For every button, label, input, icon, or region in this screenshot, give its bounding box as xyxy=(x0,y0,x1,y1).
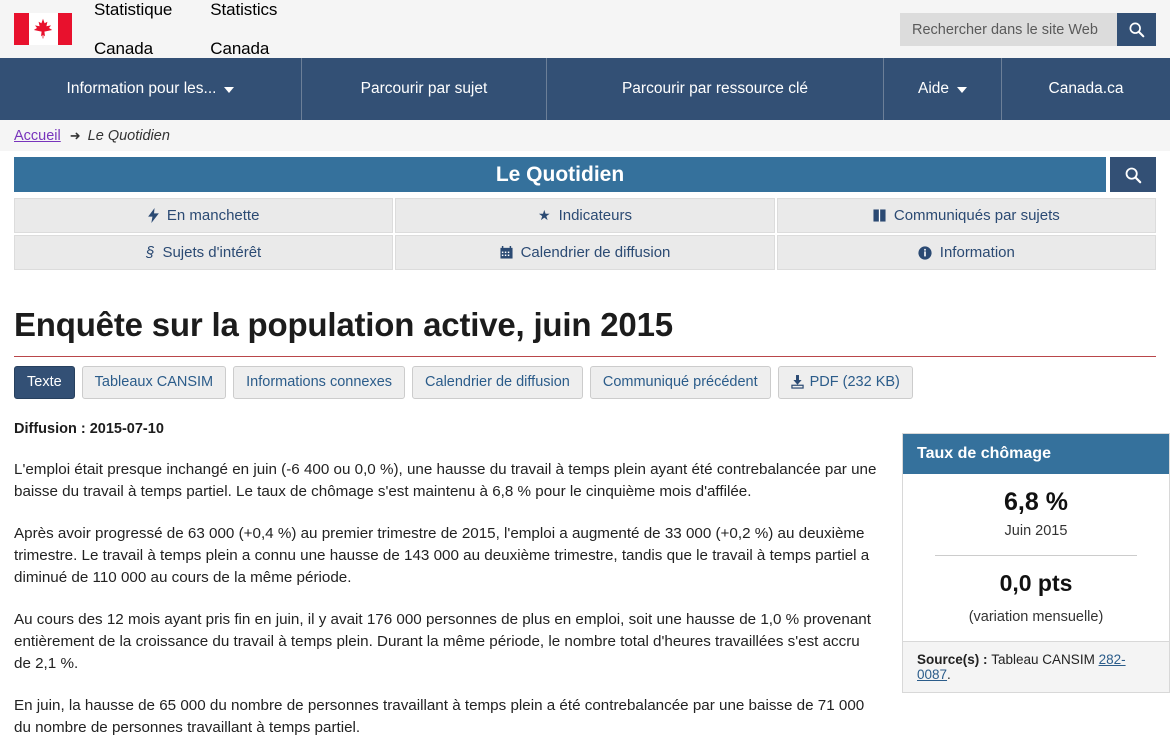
nav-label: Canada.ca xyxy=(1048,80,1124,97)
tile-sujets-dinteret[interactable] xyxy=(14,235,393,270)
tile-label: Information xyxy=(939,244,1015,261)
article-paragraph: Au cours des 12 mois ayant pris fin en juin, il y avait 176 000 personnes de plus en emploi, soit une hausse de 1,0 % provenant entièrement de la croissance du travail à temps plein. Durant la même période, le nombre total d'heures travaillées s'est accru de 2,1 %. xyxy=(14,610,871,673)
nav-item-aide[interactable] xyxy=(884,58,1002,120)
tile-calendrier-de-diffusion[interactable] xyxy=(395,235,774,270)
breadcrumb-link-accueil[interactable]: Accueil xyxy=(14,127,61,144)
flag-left-bar xyxy=(14,13,29,45)
wordmark-en-line1: Statistics xyxy=(210,0,278,19)
tab-label: Tableaux CANSIM xyxy=(94,374,214,390)
tab-label: PDF (232 KB) xyxy=(809,374,900,390)
tile-label: Sujets d'intérêt xyxy=(162,244,262,261)
wordmark-fr-line1: Statistique xyxy=(94,0,173,19)
primary-stat-value: 6,8 % xyxy=(1004,488,1068,516)
article-paragraph: L'emploi était presque inchangé en juin (-6 400 ou 0,0 %), une hausse du travail à temps plein ayant été contrebalancée par une baisse du travail à temps partiel. Le taux de chômage s'est maintenu à 6,8 % pour le cinquième mois d'affilée. xyxy=(14,461,877,501)
book-icon xyxy=(873,209,886,222)
main-navigation xyxy=(0,58,1170,120)
tile-en-manchette[interactable] xyxy=(14,198,393,233)
nav-item-canada-ca[interactable] xyxy=(1002,58,1170,120)
article-tabs xyxy=(14,366,1156,399)
search-icon xyxy=(1128,21,1145,38)
secondary-stat-caption: (variation mensuelle) xyxy=(968,609,1104,625)
lightning-bolt-icon xyxy=(148,208,159,223)
quotidien-search-button[interactable] xyxy=(1110,157,1156,192)
breadcrumb xyxy=(0,120,1170,151)
wordmark-en xyxy=(210,0,277,58)
article-content xyxy=(14,421,1156,735)
breadcrumb-current: Le Quotidien xyxy=(87,127,170,144)
tab-pdf-download[interactable] xyxy=(778,366,913,399)
search-input[interactable] xyxy=(900,13,1117,46)
tab-informations-connexes[interactable] xyxy=(233,366,405,399)
nav-item-parcourir-par-sujet[interactable] xyxy=(302,58,547,120)
chevron-down-icon xyxy=(224,87,234,93)
quotidien-title: Le Quotidien xyxy=(14,157,1106,192)
article-paragraph: En juin, la hausse de 65 000 du nombre de personnes travaillant à temps plein a été contrebalancée par une baisse de 71 000 du nombre de personnes travaillant à temps partiel. xyxy=(14,696,865,735)
maple-leaf-icon xyxy=(33,18,53,40)
tab-label: Communiqué précédent xyxy=(602,374,758,390)
source-link-cansim[interactable]: 282-0087 xyxy=(917,652,1126,682)
nav-label: Parcourir par sujet xyxy=(360,80,488,97)
quotidien-tile-nav xyxy=(14,198,1156,270)
search-icon xyxy=(1124,166,1142,184)
tab-tableaux-cansim[interactable] xyxy=(82,366,226,399)
star-icon: ★ xyxy=(538,207,551,223)
site-search[interactable] xyxy=(900,13,1156,46)
nav-label: Information pour les... xyxy=(66,80,217,97)
breadcrumb-arrow-icon: ➜ xyxy=(69,127,81,143)
info-circle-icon xyxy=(918,246,932,260)
panel-divider xyxy=(935,555,1137,556)
download-icon xyxy=(791,375,804,389)
unemployment-rate-panel xyxy=(902,433,1170,693)
release-date: Diffusion : 2015-07-10 xyxy=(14,421,164,437)
source-text: Tableau CANSIM xyxy=(991,652,1099,667)
wordmark xyxy=(94,0,277,58)
tile-label: En manchette xyxy=(166,207,260,224)
quotidien-banner xyxy=(14,157,1156,192)
chevron-down-icon xyxy=(957,87,967,93)
tile-communiques-par-sujets[interactable] xyxy=(777,198,1156,233)
article-side-column xyxy=(902,421,1170,735)
tab-calendrier-de-diffusion[interactable] xyxy=(412,366,583,399)
tile-label: Indicateurs xyxy=(558,207,632,224)
tab-label: Calendrier de diffusion xyxy=(425,374,570,390)
tile-label: Communiqués par sujets xyxy=(893,207,1060,224)
tile-information[interactable] xyxy=(777,235,1156,270)
flag-center xyxy=(29,13,58,45)
tab-texte[interactable] xyxy=(14,366,75,399)
search-button[interactable] xyxy=(1117,13,1156,46)
page-title: Enquête sur la population active, juin 2015 xyxy=(14,306,673,343)
tile-label: Calendrier de diffusion xyxy=(520,244,671,261)
paperclip-icon: § xyxy=(146,244,155,261)
nav-item-information-pour-les[interactable] xyxy=(0,58,302,120)
nav-label: Aide xyxy=(917,80,950,97)
wordmark-fr xyxy=(94,0,172,58)
brand-bar xyxy=(0,0,1170,58)
wordmark-en-line2: Canada xyxy=(210,38,270,58)
flag-right-bar xyxy=(58,13,73,45)
tab-label: Informations connexes xyxy=(246,374,393,390)
panel-body xyxy=(903,474,1169,641)
canada-flag-icon xyxy=(14,13,72,45)
wordmark-fr-line2: Canada xyxy=(94,38,153,58)
source-label: Source(s) : xyxy=(917,652,992,667)
panel-source xyxy=(903,641,1169,692)
nav-item-parcourir-par-ressource-cle[interactable] xyxy=(547,58,884,120)
source-suffix: . xyxy=(947,667,951,682)
calendar-icon xyxy=(500,246,513,259)
secondary-stat-value: 0,0 pts xyxy=(999,570,1073,596)
tab-communique-precedent[interactable] xyxy=(590,366,771,399)
tile-indicateurs[interactable] xyxy=(395,198,774,233)
article-main-column xyxy=(14,421,880,735)
panel-heading: Taux de chômage xyxy=(903,434,1169,474)
primary-stat-period: Juin 2015 xyxy=(1004,523,1068,539)
title-divider xyxy=(14,356,1156,357)
tab-label: Texte xyxy=(27,374,62,390)
nav-label: Parcourir par ressource clé xyxy=(621,80,809,97)
article-paragraph: Après avoir progressé de 63 000 (+0,4 %) au premier trimestre de 2015, l'emploi a augmenté de 33 000 (+0,2 %) au deuxième trimestre. Le travail à temps plein a connu une hausse de 143 000 au deuxième trimestre, tandis que le travail à temps partiel a diminué de 110 000 au cours de la même période. xyxy=(14,524,870,587)
